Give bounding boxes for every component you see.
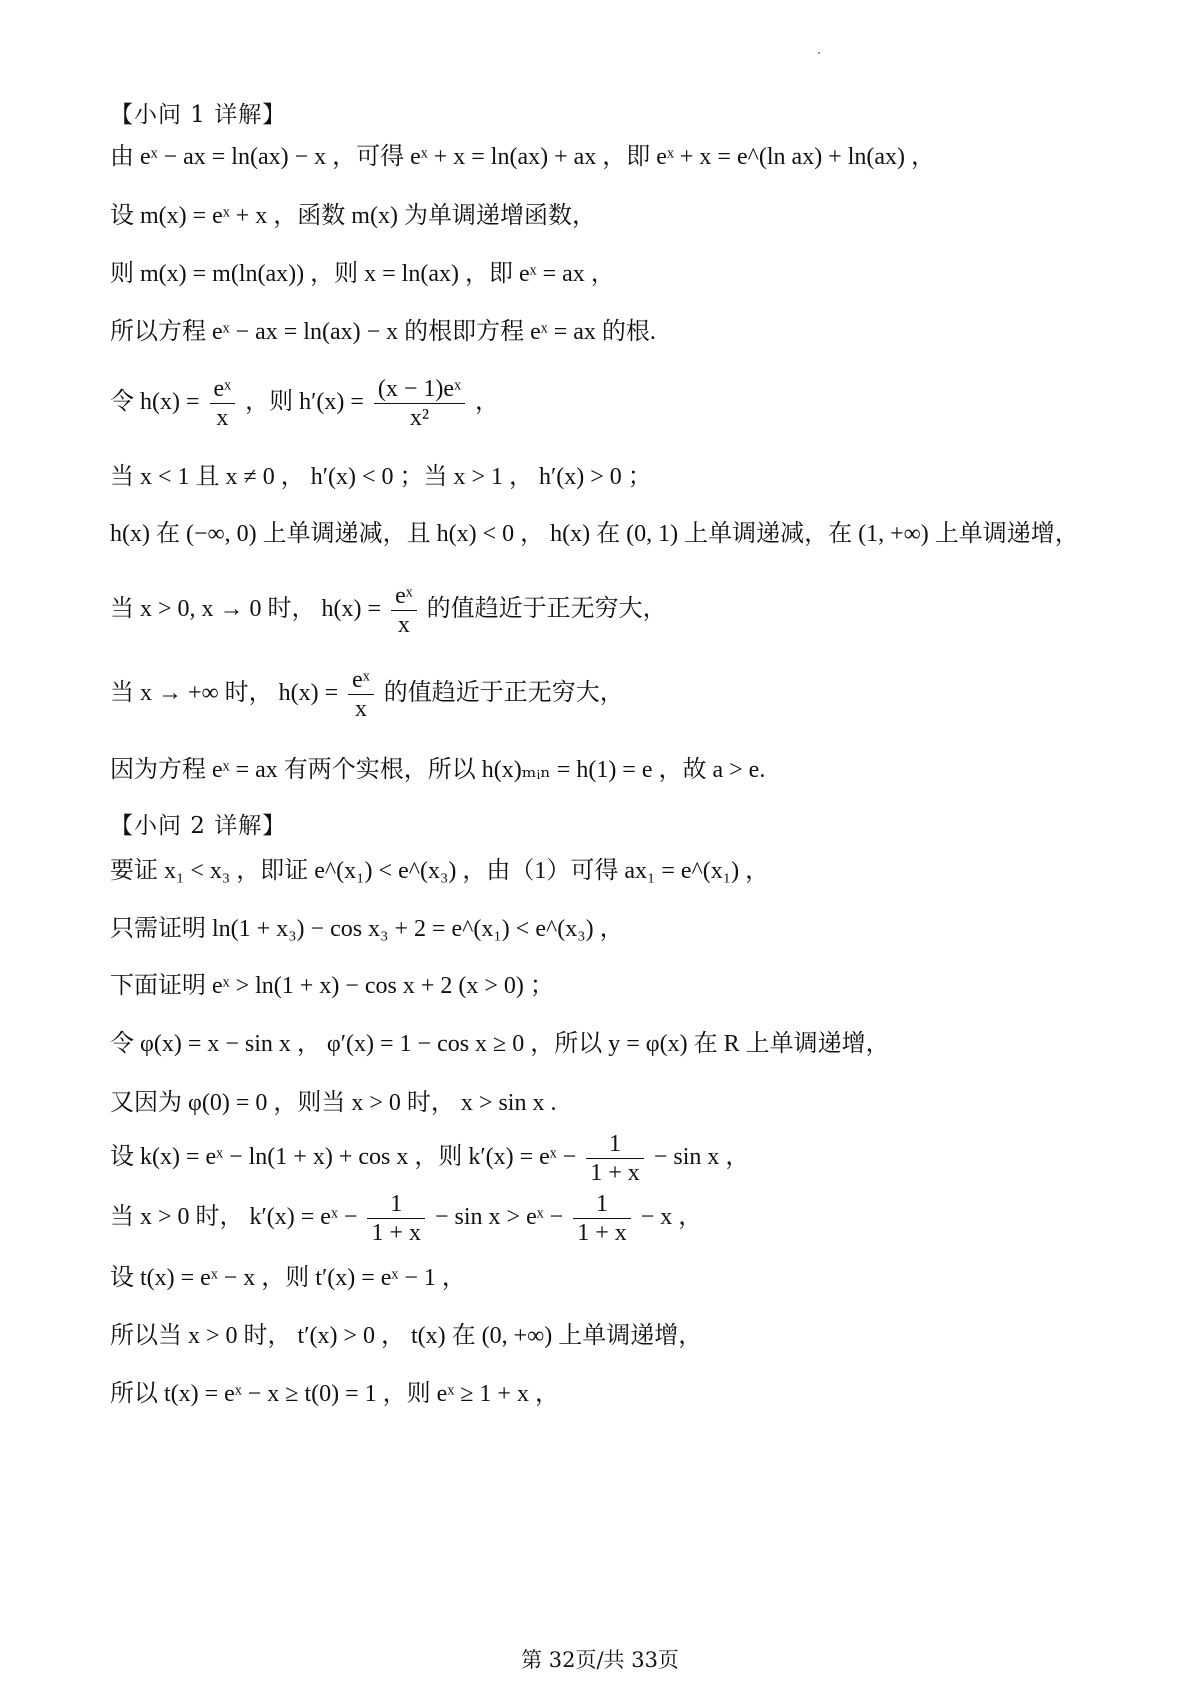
fraction <box>391 582 417 639</box>
speck-mark <box>818 52 820 54</box>
fraction-denominator: x² <box>409 405 430 431</box>
p1-line-1: 由 eˣ − ax = ln(ax) − x ，可得 eˣ + x = ln(ax) + ax ，即 eˣ + x = e^(ln ax) + ln(ax) ， <box>110 144 936 170</box>
fraction-numerator: 1 <box>586 1130 644 1159</box>
limit-line-1 <box>110 582 667 639</box>
p2-line-5: 又因为 φ(0) = 0 ，则当 x > 0 时， x > sin x . <box>110 1090 557 1116</box>
fraction-numerator: (x − 1)eˣ <box>374 375 465 404</box>
h-def-suffix: ， <box>469 389 500 416</box>
k-ineq-suffix: − x ， <box>634 1204 703 1231</box>
fraction <box>348 666 374 723</box>
k-ineq-prefix: 当 x > 0 时， k′(x) = eˣ − <box>110 1204 364 1231</box>
p1-line-5: 当 x < 1 且 x ≠ 0 ， h′(x) < 0 ；当 x > 1 ， h′(x) > 0 ； <box>110 464 652 490</box>
limit-suffix: 的值趋近于正无穷大， <box>377 680 624 707</box>
fraction <box>210 375 236 432</box>
k-def-prefix: 设 k(x) = eˣ − ln(1 + x) + cos x ，则 k′(x) = eˣ − <box>110 1144 583 1171</box>
p1-line-3: 则 m(x) = m(ln(ax)) ，则 x = ln(ax) ，即 eˣ = ax ， <box>110 261 615 287</box>
h-def-prefix: 令 h(x) = <box>110 389 206 416</box>
p2-line-1: 要证 x₁ < x₃ ，即证 e^(x₁) < e^(x₃) ，由（1）可得 ax₁ = e^(x₁) ， <box>110 858 770 884</box>
fraction <box>374 375 465 432</box>
p1-line-6: h(x) 在 (−∞, 0) 上单调递减，且 h(x) < 0 ， h(x) 在 (0, 1) 上单调递减，在 (1, +∞) 上单调递增， <box>110 521 1079 547</box>
h-definition <box>110 375 499 432</box>
fraction-denominator: x <box>397 612 410 638</box>
p1-conclusion: 因为方程 eˣ = ax 有两个实根，所以 h(x)ₘᵢₙ = h(1) = e ，故 a > e. <box>110 757 766 783</box>
limit-suffix: 的值趋近于正无穷大， <box>420 596 667 623</box>
page-number-footer: 第 32页/共 33页 <box>521 1648 679 1672</box>
p2-line-8: 所以 t(x) = eˣ − x ≥ t(0) = 1 ，则 eˣ ≥ 1 + x ， <box>110 1381 559 1407</box>
p2-line-6: 设 t(x) = eˣ − x ，则 t′(x) = eˣ − 1 ， <box>110 1265 466 1291</box>
p1-line-2: 设 m(x) = eˣ + x ，函数 m(x) 为单调递增函数， <box>110 203 596 229</box>
fraction-numerator: eˣ <box>391 582 417 611</box>
fraction <box>586 1130 644 1187</box>
h-def-middle: ，则 h′(x) = <box>239 389 370 416</box>
limit-prefix: 当 x > 0, x → 0 时， h(x) = <box>110 596 388 623</box>
part1-heading: 【小问 1 详解】 <box>110 102 287 128</box>
fraction-numerator: 1 <box>573 1190 631 1219</box>
k-definition <box>110 1130 749 1187</box>
p2-line-7: 所以当 x > 0 时， t′(x) > 0 ， t(x) 在 (0, +∞) 上单调递增， <box>110 1323 703 1349</box>
fraction-denominator: 1 + x <box>590 1160 640 1186</box>
fraction <box>367 1190 425 1247</box>
fraction-denominator: 1 + x <box>371 1220 421 1246</box>
k-ineq-middle: − sin x > eˣ − <box>428 1204 570 1231</box>
fraction-denominator: 1 + x <box>577 1220 627 1246</box>
p2-line-2: 只需证明 ln(1 + x₃) − cos x₃ + 2 = e^(x₁) < e^(x₃) ， <box>110 916 624 942</box>
p2-line-4: 令 φ(x) = x − sin x ， φ′(x) = 1 − cos x ≥ 0 ，所以 y = φ(x) 在 R 上单调递增， <box>110 1031 890 1057</box>
part2-heading: 【小问 2 详解】 <box>110 813 287 839</box>
fraction-numerator: eˣ <box>210 375 236 404</box>
fraction <box>573 1190 631 1247</box>
fraction-numerator: eˣ <box>348 666 374 695</box>
limit-line-2 <box>110 666 624 723</box>
k-inequality <box>110 1190 702 1247</box>
fraction-numerator: 1 <box>367 1190 425 1219</box>
fraction-denominator: x <box>354 696 367 722</box>
k-def-suffix: − sin x ， <box>647 1144 750 1171</box>
limit-prefix: 当 x → +∞ 时， h(x) = <box>110 680 345 707</box>
p2-line-3: 下面证明 eˣ > ln(1 + x) − cos x + 2 (x > 0) ； <box>110 973 554 999</box>
p1-line-4: 所以方程 eˣ − ax = ln(ax) − x 的根即方程 eˣ = ax 的根. <box>110 319 656 345</box>
fraction-denominator: x <box>216 405 229 431</box>
